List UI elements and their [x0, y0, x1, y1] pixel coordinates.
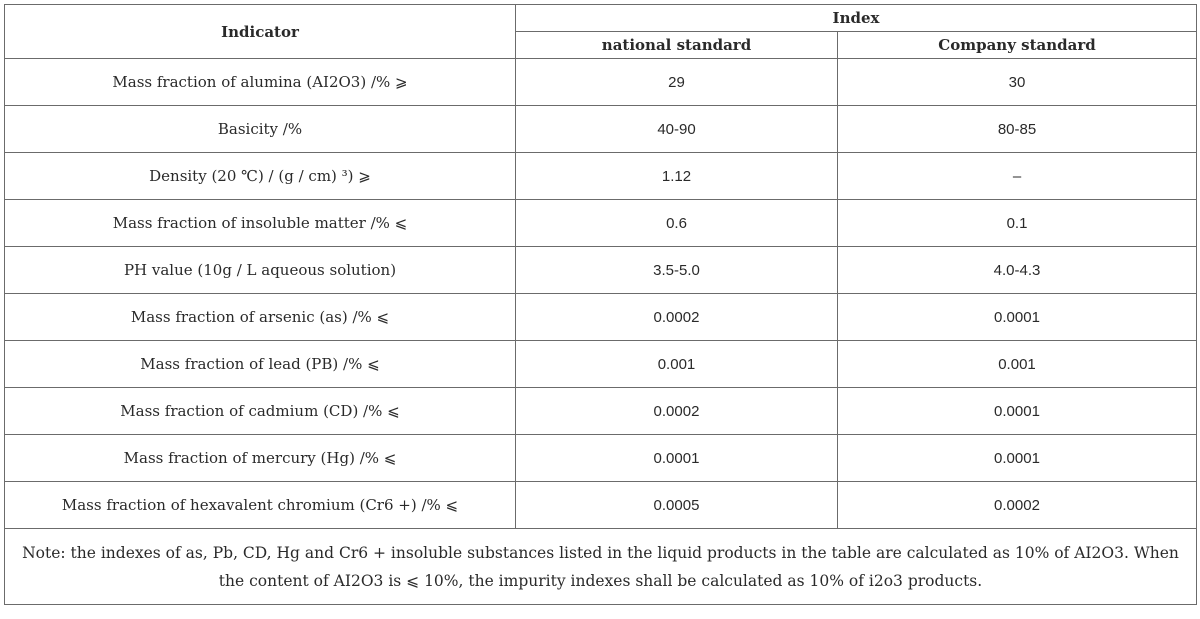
company-value-cell: 4.0-4.3: [838, 247, 1197, 294]
note-row: [5, 529, 1197, 605]
indicator-cell: PH value (10g / L aqueous solution): [5, 247, 516, 294]
table-row: [5, 294, 1197, 341]
company-value-cell: 0.0001: [838, 435, 1197, 482]
national-value-cell: 0.001: [516, 341, 838, 388]
company-value-cell: 0.0002: [838, 482, 1197, 529]
table-row: [5, 482, 1197, 529]
national-value-cell: 40-90: [516, 106, 838, 153]
indicator-cell: Mass fraction of cadmium (CD) /% ⩽: [5, 388, 516, 435]
company-value-cell: 0.0001: [838, 294, 1197, 341]
header-national-standard: national standard: [516, 32, 838, 59]
national-value-cell: 0.6: [516, 200, 838, 247]
table-row: [5, 388, 1197, 435]
national-value-cell: 1.12: [516, 153, 838, 200]
company-value-cell: 0.1: [838, 200, 1197, 247]
indicator-cell: Mass fraction of mercury (Hg) /% ⩽: [5, 435, 516, 482]
indicator-cell: Mass fraction of arsenic (as) /% ⩽: [5, 294, 516, 341]
header-row-top: [5, 5, 1197, 32]
table-row: [5, 247, 1197, 294]
company-value-cell: 0.0001: [838, 388, 1197, 435]
header-company-standard: Company standard: [838, 32, 1197, 59]
indicator-cell: Mass fraction of lead (PB) /% ⩽: [5, 341, 516, 388]
national-value-cell: 0.0002: [516, 294, 838, 341]
header-indicator: Indicator: [5, 5, 516, 59]
indicator-cell: Density (20 ℃) / (g / cm) ³) ⩾: [5, 153, 516, 200]
national-value-cell: 0.0001: [516, 435, 838, 482]
table-note: Note: the indexes of as, Pb, CD, Hg and Cr6 + insoluble substances listed in the liquid products in the table are calculated as 10% of AI2O3. When the content of AI2O3 is ⩽ 10%, the impurity indexes shall be calculated as 10% of i2o3 products.: [5, 529, 1197, 605]
national-value-cell: 0.0002: [516, 388, 838, 435]
national-value-cell: 0.0005: [516, 482, 838, 529]
header-index: Index: [516, 5, 1197, 32]
table-row: [5, 59, 1197, 106]
table-row: [5, 435, 1197, 482]
indicator-cell: Mass fraction of insoluble matter /% ⩽: [5, 200, 516, 247]
indicator-cell: Basicity /%: [5, 106, 516, 153]
table-row: [5, 106, 1197, 153]
national-value-cell: 3.5-5.0: [516, 247, 838, 294]
specification-table: [4, 4, 1197, 605]
company-value-cell: 80-85: [838, 106, 1197, 153]
company-value-cell: 0.001: [838, 341, 1197, 388]
national-value-cell: 29: [516, 59, 838, 106]
table-row: [5, 200, 1197, 247]
indicator-cell: Mass fraction of alumina (AI2O3) /% ⩾: [5, 59, 516, 106]
company-value-cell: 30: [838, 59, 1197, 106]
table-row: [5, 341, 1197, 388]
table-row: [5, 153, 1197, 200]
company-value-cell: –: [838, 153, 1197, 200]
indicator-cell: Mass fraction of hexavalent chromium (Cr6 +) /% ⩽: [5, 482, 516, 529]
